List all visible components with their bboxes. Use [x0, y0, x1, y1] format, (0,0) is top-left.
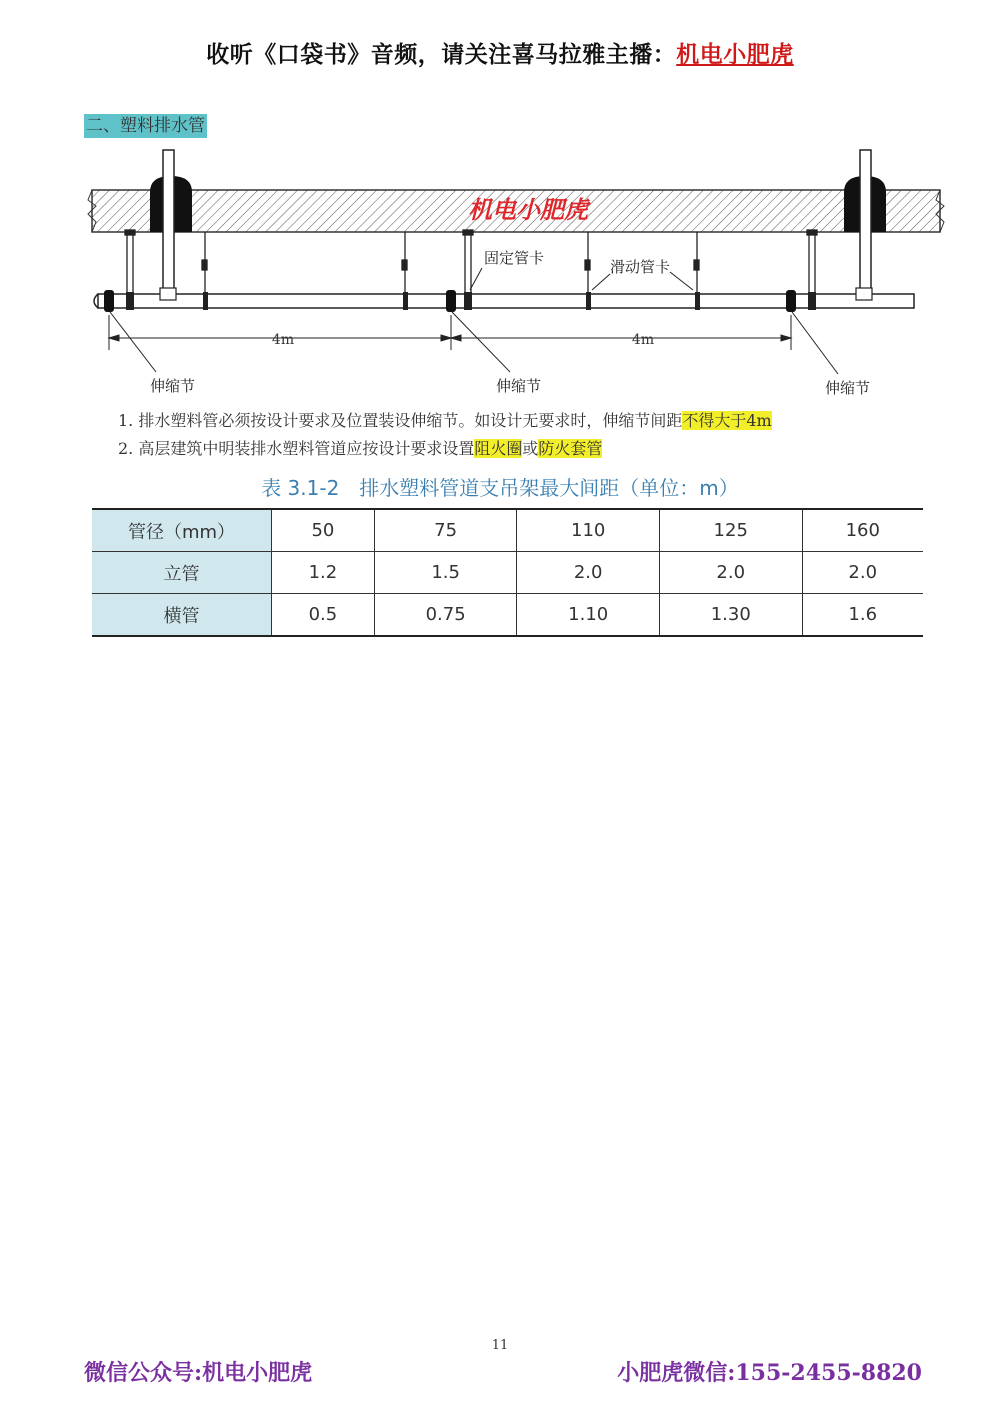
- table-cell: 2.0: [802, 552, 923, 594]
- note-1-highlight: 不得大于4m: [682, 411, 772, 430]
- page-header: [0, 36, 1000, 69]
- table-cell: 1.6: [802, 594, 923, 637]
- row-header: 立管: [92, 552, 272, 594]
- table-cell: 1.30: [659, 594, 802, 637]
- table-cell: 50: [272, 509, 375, 552]
- table-row-vertical-pipe: [92, 552, 923, 594]
- row-header: 横管: [92, 594, 272, 637]
- table-caption: 表 3.1-2 排水塑料管道支吊架最大间距（单位：m）: [261, 476, 739, 500]
- table-cell: 2.0: [517, 552, 660, 594]
- table-cell: 1.2: [272, 552, 375, 594]
- spacing-label-left: 4m: [271, 332, 295, 348]
- note-2-conjunction: 或: [522, 439, 539, 458]
- footer-wechat-contact: 小肥虎微信:155-2455-8820: [617, 1360, 922, 1386]
- right-elbow: [856, 288, 872, 300]
- table-cell: 160: [802, 509, 923, 552]
- table-cell: 0.5: [272, 594, 375, 637]
- expansion-joint-label-middle: 伸缩节: [496, 377, 542, 395]
- spacing-label-right: 4m: [631, 332, 655, 348]
- note-2-highlight-fire-ring: 阻火圈: [474, 439, 523, 458]
- header-text: 收听《口袋书》音频，请关注喜马拉雅主播：: [206, 41, 677, 68]
- left-riser: [150, 150, 192, 290]
- table-cell: 125: [659, 509, 802, 552]
- fixed-clamps: [125, 230, 817, 294]
- expansion-joint-label-left: 伸缩节: [150, 377, 196, 395]
- note-1: [118, 408, 772, 431]
- right-riser: [844, 150, 886, 290]
- leader-lines: [110, 268, 838, 374]
- table-cell: 2.0: [659, 552, 802, 594]
- table-cell: 0.75: [374, 594, 517, 637]
- note-2: [118, 436, 602, 459]
- sliding-clamp-label: 滑动管卡: [610, 258, 671, 276]
- support-spacing-table: [92, 508, 923, 637]
- section-heading: 二、塑料排水管: [86, 116, 205, 136]
- diagram-watermark: 机电小肥虎: [468, 196, 588, 224]
- pipe-installation-diagram: [80, 140, 950, 410]
- table-cell: 75: [374, 509, 517, 552]
- row-header: 管径（mm）: [92, 509, 272, 552]
- note-1-text: 1. 排水塑料管必须按设计要求及位置装设伸缩节。如设计无要求时，伸缩节间距: [118, 411, 683, 430]
- table-cell: 1.5: [374, 552, 517, 594]
- footer-wechat-account: 微信公众号:机电小肥虎: [84, 1360, 313, 1386]
- left-elbow: [160, 288, 176, 300]
- page-number: 11: [491, 1338, 509, 1353]
- table-row-horizontal-pipe: [92, 594, 923, 637]
- table-cell: 110: [517, 509, 660, 552]
- table-cell: 1.10: [517, 594, 660, 637]
- note-2-text: 2. 高层建筑中明装排水塑料管道应按设计要求设置: [118, 439, 475, 458]
- dimension-line: [109, 315, 791, 350]
- header-brand-link[interactable]: 机电小肥虎: [676, 41, 794, 68]
- note-2-highlight-fire-sleeve: 防火套管: [538, 439, 603, 458]
- expansion-joint-label-right: 伸缩节: [825, 379, 871, 397]
- fixed-clamp-label: 固定管卡: [484, 249, 545, 267]
- table-row-diameter: [92, 509, 923, 552]
